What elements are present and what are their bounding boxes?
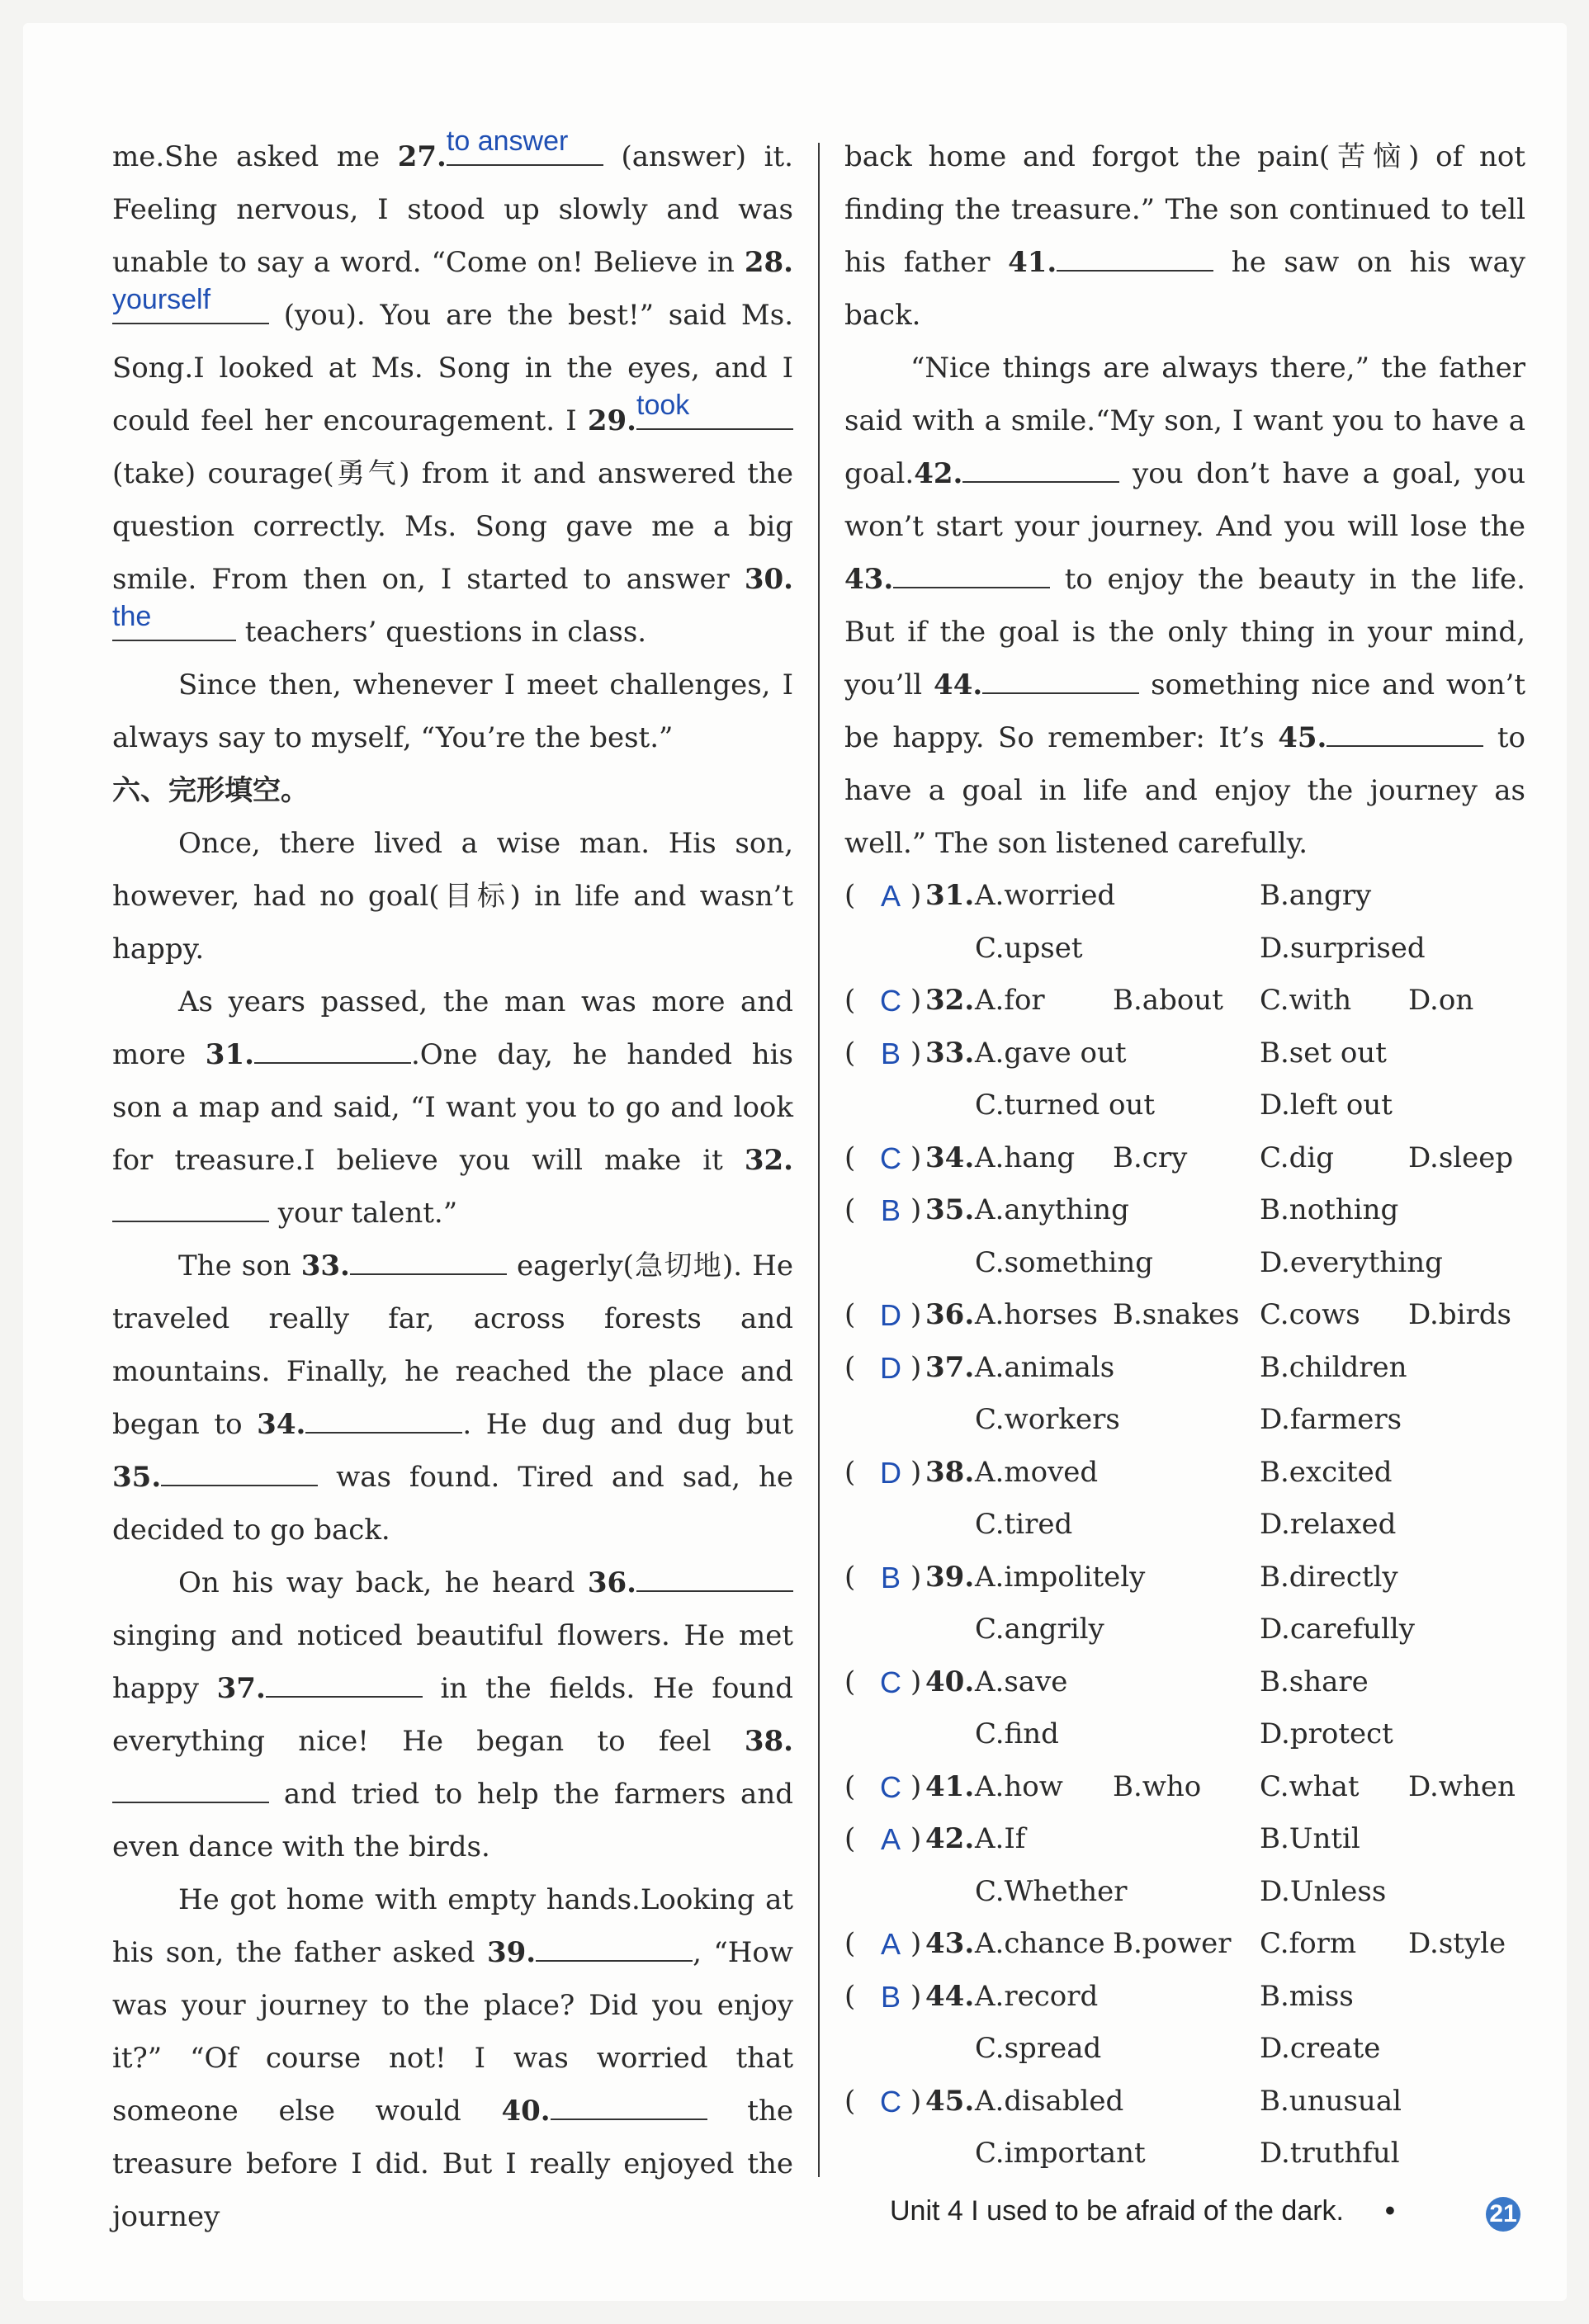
question-row-cont — [844, 1604, 1525, 1656]
passage-paragraph — [112, 1873, 793, 2243]
handwritten-answer: took — [636, 390, 690, 421]
blank-number: 40. — [501, 2095, 551, 2128]
question-number: 31. — [925, 879, 975, 912]
passage-paragraph — [112, 125, 793, 659]
option-b[interactable]: B.snakes — [1113, 1298, 1240, 1331]
blank-number: 37. — [216, 1672, 266, 1705]
question-row-cont — [844, 923, 1525, 975]
option-c[interactable]: C.upset — [975, 931, 1083, 965]
option-c[interactable]: C.important — [975, 2137, 1146, 2170]
blank-number: 29. — [587, 404, 636, 437]
option-c[interactable]: C.Whether — [975, 1874, 1128, 1908]
text: He got home with empty hands.Looking at his son, the father asked — [112, 1883, 793, 1969]
question-number: 33. — [925, 1036, 975, 1070]
option-a[interactable]: A.disabled — [975, 2084, 1124, 2118]
passage-paragraph: Since then, whenever I meet challenges, I always say to myself, “You’re the best.” — [112, 668, 793, 754]
question-number: 43. — [925, 1927, 975, 1960]
answer-blank-41[interactable] — [1057, 237, 1213, 272]
blank-number: 27. — [397, 140, 447, 173]
answer-blank-29[interactable] — [636, 390, 793, 430]
blank-number: 31. — [205, 1038, 254, 1071]
option-a[interactable]: A.save — [975, 1665, 1068, 1698]
question-number: 41. — [925, 1769, 975, 1803]
option-c[interactable]: C.tired — [975, 1508, 1073, 1541]
option-d[interactable]: D.everything — [1260, 1245, 1443, 1279]
answer-blank-31[interactable] — [254, 1029, 411, 1064]
question-row: ( D ) 37. A.animals B.children — [844, 1342, 1525, 1395]
passage-paragraph — [112, 975, 793, 1240]
text: to enjoy the beauty in the life. But if the goal is the only thing in your mind, you’ll — [844, 563, 1525, 701]
option-c[interactable]: C.something — [975, 1245, 1153, 1279]
blank-number: 39. — [486, 1936, 537, 1969]
answer-blank-40[interactable] — [551, 2085, 707, 2120]
answer-mark[interactable]: B — [880, 1036, 901, 1070]
option-b[interactable]: B.about — [1113, 984, 1223, 1017]
answer-blank-36[interactable] — [636, 1557, 793, 1592]
option-d[interactable]: D.relaxed — [1260, 1508, 1397, 1541]
option-a[interactable]: A.moved — [975, 1455, 1099, 1489]
answer-mark[interactable]: C — [880, 1141, 901, 1175]
text: to have a goal in life and enjoy the journey as well.” The son listened carefully. — [844, 721, 1525, 860]
question-number: 38. — [925, 1455, 975, 1489]
option-c[interactable]: C.what — [1260, 1769, 1360, 1803]
passage-paragraph — [844, 342, 1525, 870]
option-d[interactable]: D.surprised — [1260, 931, 1426, 965]
text: the treasure before I did. But I really enjoyed the journey — [112, 2095, 793, 2233]
question-number: 45. — [925, 2084, 975, 2118]
text: (take) courage(勇气) from it and answered the question correctly. Ms. Song gave me a big smile. From then on, I started to answer — [112, 457, 793, 596]
blank-number: 45. — [1278, 721, 1327, 754]
page-number-badge: 21 — [1486, 2197, 1520, 2232]
answer-blank-30[interactable] — [112, 601, 236, 641]
option-a[interactable]: A.worried — [975, 879, 1116, 912]
text: and tried to help the farmers and even dance with the birds. — [112, 1778, 793, 1863]
option-d[interactable]: D.left out — [1260, 1089, 1393, 1122]
question-number: 44. — [925, 1979, 975, 2013]
choice-list — [844, 870, 1525, 2180]
text: As years passed, the man was more and more — [112, 985, 793, 1071]
text: he saw on his way back. — [844, 246, 1526, 332]
answer-mark[interactable]: D — [880, 1455, 901, 1490]
question-row: ( B ) 39. A.impolitely B.directly — [844, 1552, 1525, 1604]
option-c[interactable]: C.with — [1260, 984, 1352, 1017]
option-b[interactable]: B.angry — [1260, 879, 1372, 912]
option-b[interactable]: B.unusual — [1260, 2084, 1402, 2118]
passage-paragraph — [844, 130, 1525, 342]
option-a[interactable]: A.If — [975, 1822, 1026, 1855]
answer-mark[interactable]: C — [880, 2084, 901, 2119]
answer-blank-27[interactable] — [446, 125, 603, 166]
answer-mark[interactable]: B — [880, 1193, 901, 1227]
passage-paragraph: Once, there lived a wise man. His son, however, had no goal(目标) in life and wasn’t happy. — [112, 827, 793, 966]
page-footer — [890, 2195, 1395, 2227]
question-row: ( B ) 44. A.record B.miss — [844, 1971, 1525, 2024]
answer-mark[interactable]: B — [880, 1560, 901, 1594]
answer-mark[interactable]: D — [880, 1350, 901, 1385]
question-row-cont — [844, 1237, 1525, 1290]
option-d[interactable]: D.carefully — [1260, 1613, 1415, 1646]
text: something nice and won’t be happy. So remember: It’s — [844, 668, 1525, 754]
question-number: 37. — [925, 1350, 975, 1384]
text: teachers’ questions in class. — [236, 616, 647, 649]
question-row: ( C ) 34. A.hang B.cry C.dig D.sleep — [844, 1132, 1525, 1185]
passage-paragraph — [112, 1240, 793, 1556]
option-a[interactable]: A.anything — [975, 1193, 1129, 1226]
option-d[interactable]: D.farmers — [1260, 1403, 1402, 1436]
answer-blank-28[interactable] — [112, 284, 269, 324]
question-row-cont — [844, 1079, 1525, 1132]
text: you don’t have a goal, you won’t start your journey. And you will lose the — [844, 457, 1525, 543]
option-d[interactable]: D.truthful — [1260, 2137, 1400, 2170]
worksheet-page — [23, 23, 1567, 2301]
answer-blank-33[interactable] — [350, 1240, 507, 1275]
question-row: ( C ) 45. A.disabled B.unusual — [844, 2076, 1525, 2128]
blank-number: 32. — [744, 1144, 793, 1177]
answer-mark[interactable]: A — [880, 1822, 901, 1856]
option-c[interactable]: C.dig — [1260, 1141, 1335, 1174]
handwritten-answer: the — [112, 601, 152, 632]
option-b[interactable]: B.set out — [1260, 1036, 1387, 1070]
option-a[interactable]: A.horses — [975, 1298, 1098, 1331]
question-row-cont — [844, 2023, 1525, 2076]
text: in the fields. He found everything nice! He began to feel — [112, 1672, 793, 1758]
option-c[interactable]: C.spread — [975, 2032, 1102, 2065]
option-b[interactable]: B.Until — [1260, 1822, 1360, 1855]
blank-number: 36. — [587, 1566, 636, 1599]
text: , “How was your journey to the place? Did you enjoy it?” “Of course not! I was worried that someone else would — [112, 1936, 793, 2128]
answer-mark[interactable]: C — [880, 1665, 901, 1699]
answer-mark[interactable]: C — [880, 1769, 901, 1804]
answer-blank-32[interactable] — [112, 1188, 269, 1222]
text: me.She asked me — [112, 140, 398, 173]
handwritten-answer: yourself — [112, 284, 211, 315]
option-c[interactable]: C.workers — [975, 1403, 1120, 1436]
option-a[interactable]: A.for — [975, 984, 1045, 1017]
question-number: 35. — [925, 1193, 975, 1226]
option-a[interactable]: A.animals — [975, 1350, 1115, 1384]
text: The son — [178, 1249, 301, 1282]
option-b[interactable]: B.excited — [1260, 1455, 1393, 1489]
answer-mark[interactable]: A — [880, 879, 901, 913]
text: was found. Tired and sad, he decided to go back. — [112, 1461, 793, 1547]
text: back home and forgot the pain(苦恼) of not finding the treasure.” The son continued to tell his father — [844, 140, 1525, 279]
blank-number: 30. — [744, 563, 793, 596]
option-a[interactable]: A.record — [975, 1979, 1099, 2013]
option-b[interactable]: B.directly — [1260, 1560, 1398, 1594]
option-d[interactable]: D.create — [1260, 2032, 1381, 2065]
option-a[interactable]: A.gave out — [975, 1036, 1127, 1070]
right-column — [844, 130, 1525, 2180]
option-c[interactable]: C.turned out — [975, 1089, 1156, 1122]
question-row-cont — [844, 1499, 1525, 1552]
option-d[interactable]: D.style — [1408, 1927, 1506, 1960]
question-row-cont — [844, 1708, 1525, 1761]
option-d[interactable]: D.on — [1408, 984, 1474, 1017]
handwritten-answer: to answer — [446, 125, 569, 157]
blank-number: 43. — [844, 563, 894, 596]
text: On his way back, he heard — [178, 1566, 588, 1599]
passage-paragraph — [112, 1556, 793, 1873]
text: . He dug and dug but — [462, 1408, 793, 1441]
question-row-cont — [844, 1394, 1525, 1447]
option-c[interactable]: C.find — [975, 1717, 1059, 1750]
option-d[interactable]: D.Unless — [1260, 1874, 1387, 1908]
answer-mark[interactable]: C — [880, 984, 901, 1018]
option-d[interactable]: D.protect — [1260, 1717, 1393, 1750]
question-row-cont — [844, 2128, 1525, 2180]
blank-number: 34. — [257, 1408, 306, 1441]
unit-title: Unit 4 I used to be afraid of the dark. — [890, 2195, 1344, 2227]
answer-blank-34[interactable] — [305, 1399, 462, 1434]
column-divider — [818, 143, 820, 2177]
option-d[interactable]: D.sleep — [1408, 1141, 1514, 1174]
question-number: 39. — [925, 1560, 975, 1594]
question-number: 40. — [925, 1665, 975, 1698]
option-b[interactable]: B.cry — [1113, 1141, 1188, 1174]
text: singing and noticed beautiful flowers. He met happy — [112, 1619, 793, 1705]
question-number: 34. — [925, 1141, 975, 1174]
question-row: ( B ) 33. A.gave out B.set out — [844, 1027, 1525, 1080]
option-a[interactable]: A.how — [975, 1769, 1063, 1803]
text: your talent.” — [269, 1197, 458, 1230]
blank-number: 38. — [744, 1725, 793, 1758]
bullet-icon: • — [1385, 2195, 1395, 2227]
text: “Nice things are always there,” the father said with a smile.“My son, I want you to have a goal. — [844, 352, 1525, 490]
option-b[interactable]: B.power — [1113, 1927, 1232, 1960]
text: (you). You are the best!” said Ms. Song.I looked at Ms. Song in the eyes, and I could feel her encouragement. I — [112, 299, 793, 437]
blank-number: 35. — [112, 1461, 162, 1494]
option-b[interactable]: B.children — [1260, 1350, 1407, 1384]
question-row: ( D ) 38. A.moved B.excited — [844, 1447, 1525, 1500]
text: .One day, he handed his son a map and said, “I want you to go and look for treasure.I believe you will make it — [112, 1038, 793, 1177]
question-number: 36. — [925, 1298, 975, 1331]
option-d[interactable]: D.when — [1408, 1769, 1516, 1803]
answer-blank-38[interactable] — [112, 1769, 269, 1803]
question-row-cont — [844, 1866, 1525, 1919]
option-b[interactable]: B.nothing — [1260, 1193, 1399, 1226]
text: (answer) it. Feeling nervous, I stood up slowly and was unable to say a word. “Come on! Believe in — [112, 140, 793, 279]
option-c[interactable]: C.angrily — [975, 1613, 1104, 1646]
option-c[interactable]: C.cows — [1260, 1298, 1360, 1331]
option-b[interactable]: B.miss — [1260, 1979, 1354, 2013]
question-row: ( A ) 42. A.If B.Until — [844, 1813, 1525, 1866]
answer-blank-39[interactable] — [536, 1927, 693, 1962]
option-d[interactable]: D.birds — [1408, 1298, 1511, 1331]
question-row: ( C ) 40. A.save B.share — [844, 1656, 1525, 1709]
question-row: ( B ) 35. A.anything B.nothing — [844, 1184, 1525, 1237]
answer-blank-45[interactable] — [1327, 712, 1483, 747]
answer-blank-42[interactable] — [962, 448, 1119, 483]
blank-number: 42. — [914, 457, 963, 490]
answer-blank-37[interactable] — [266, 1663, 423, 1698]
answer-blank-44[interactable] — [982, 659, 1139, 694]
option-b[interactable]: B.share — [1260, 1665, 1369, 1698]
answer-mark[interactable]: A — [880, 1927, 901, 1961]
blank-number: 33. — [300, 1249, 350, 1282]
left-column — [112, 125, 793, 2243]
option-a[interactable]: A.impolitely — [975, 1560, 1146, 1594]
question-row: ( A ) 43. A.chance B.power C.form D.style — [844, 1918, 1525, 1971]
answer-mark[interactable]: B — [880, 1979, 901, 2014]
blank-number: 44. — [934, 668, 983, 701]
option-c[interactable]: C.form — [1260, 1927, 1357, 1960]
question-row: ( C ) 41. A.how B.who C.what D.when — [844, 1761, 1525, 1814]
answer-blank-43[interactable] — [893, 554, 1050, 588]
question-row: ( D ) 36. A.horses B.snakes C.cows D.birds — [844, 1289, 1525, 1342]
answer-blank-35[interactable] — [161, 1452, 318, 1486]
option-a[interactable]: A.hang — [975, 1141, 1076, 1174]
question-row: ( C ) 32. A.for B.about C.with D.on — [844, 975, 1525, 1027]
option-b[interactable]: B.who — [1113, 1769, 1202, 1803]
answer-mark[interactable]: D — [880, 1298, 901, 1332]
question-row: ( A ) 31. A.worried B.angry — [844, 870, 1525, 923]
option-a[interactable]: A.chance — [975, 1927, 1105, 1960]
question-number: 32. — [925, 984, 975, 1017]
question-number: 42. — [925, 1822, 975, 1855]
section-heading: 六、完形填空。 — [112, 774, 309, 807]
text: eagerly(急切地). He traveled really far, across forests and mountains. Finally, he reached the place and began to — [112, 1249, 793, 1441]
blank-number: 41. — [1008, 246, 1057, 279]
blank-number: 28. — [744, 246, 793, 279]
